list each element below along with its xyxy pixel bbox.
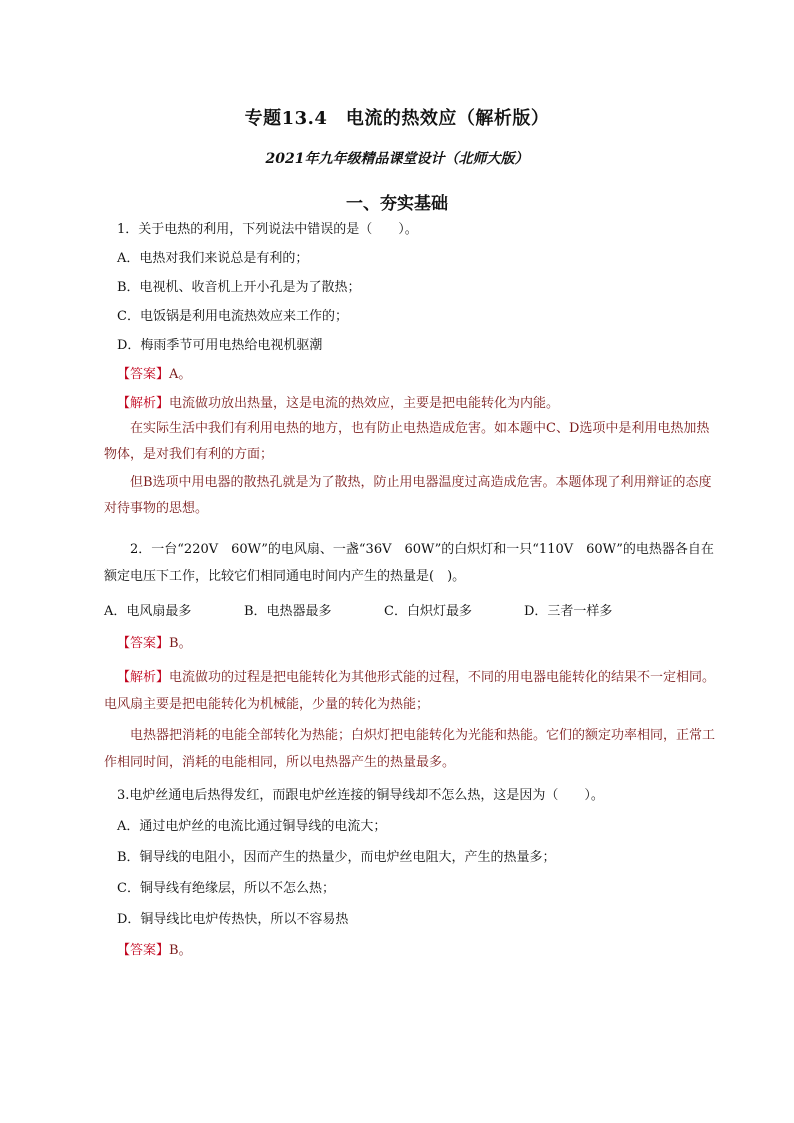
question-2-analysis-2: 电热器把消耗的电能全部转化为热能；白炽灯把电能转化为光能和热能。它们的额定功率相同，正常工作相同时间，消耗的电能相同，所以电热器产生的热量最多。 [104,728,716,770]
analysis-text: 电流做功放出热量，这是电流的热效应，主要是把电能转化为内能。 [169,396,560,411]
question-1-option-c: C．电饭锅是利用电流热效应来工作的； [117,309,348,324]
question-3-option-b: B．铜导线的电阻小，因而产生的热量少，而电炉丝电阻大，产生的热量多； [117,850,556,865]
answer-tag: 【答案】 [117,367,170,382]
question-2-option-b: B．电热器最多 [244,604,332,619]
document-title: 专题13.4 电流的热效应（解析版） [244,108,550,129]
question-2-options [104,602,720,622]
question-1-analysis-3: 但B选项中用电器的散热孔就是为了散热，防止用电器温度过高造成危害。本题体现了利用辩证的态度对待事物的思想。 [104,475,712,516]
analysis-text: 电流做功的过程是把电能转化为其他形式能的过程，不同的用电器电能转化的结果不一定相同。电风扇主要是把电能转化为机械能，少量的转化为热能； [104,670,716,712]
document-subtitle: 2021年九年级精品课堂设计（北师大版） [265,151,529,167]
question-1-answer [104,365,720,385]
analysis-tag: 【解析】 [117,396,170,411]
answer-value: A。 [169,367,192,382]
question-1-analysis-1 [104,394,720,414]
answer-value: B。 [169,636,192,651]
question-1-option-b: B．电视机、收音机上开小孔是为了散热； [117,280,361,295]
question-2-stem: 2．一台“220V 60W”的电风扇、一盏“36V 60W”的白炽灯和一只“110V 60W”的电热器各自在额定电压下工作，比较它们相同通电时间内产生的热量是( )。 [104,542,714,584]
analysis-tag: 【解析】 [117,670,170,685]
question-2-answer [104,634,720,654]
question-3-option-c: C．铜导线有绝缘层，所以不怎么热； [117,881,335,896]
question-2-option-d: D．三者一样多 [524,604,613,619]
answer-tag: 【答案】 [117,943,170,958]
question-3-stem: 3.电炉丝通电后热得发红，而跟电炉丝连接的铜导线却不怎么热，这是因为（ ）。 [117,788,604,803]
question-3-answer [104,941,720,961]
question-3 [104,786,720,961]
question-2-option-c: C．白炽灯最多 [384,604,472,619]
question-3-option-d: D．铜导线比电炉传热快，所以不容易热 [117,912,349,927]
question-2-option-a: A．电风扇最多 [104,604,192,619]
question-1-option-d: D．梅雨季节可用电热给电视机驱潮 [117,338,323,353]
section-heading: 一、夯实基础 [346,194,448,214]
question-2-analysis-1 [104,664,720,718]
question-1-stem: 1．关于电热的利用，下列说法中错误的是（ ）。 [117,222,418,237]
question-1-analysis-2: 在实际生活中我们有利用电热的地方，也有防止电热造成危害。如本题中C、D选项中是利用电热加热物体，是对我们有利的方面； [104,421,710,462]
answer-tag: 【答案】 [117,636,170,651]
question-3-option-a: A．通过电炉丝的电流比通过铜导线的电流大； [117,819,387,834]
question-1 [104,220,720,522]
answer-value: B。 [169,943,192,958]
question-2 [104,536,720,776]
document-content [104,220,720,961]
question-1-option-a: A．电热对我们来说总是有利的； [117,251,309,266]
